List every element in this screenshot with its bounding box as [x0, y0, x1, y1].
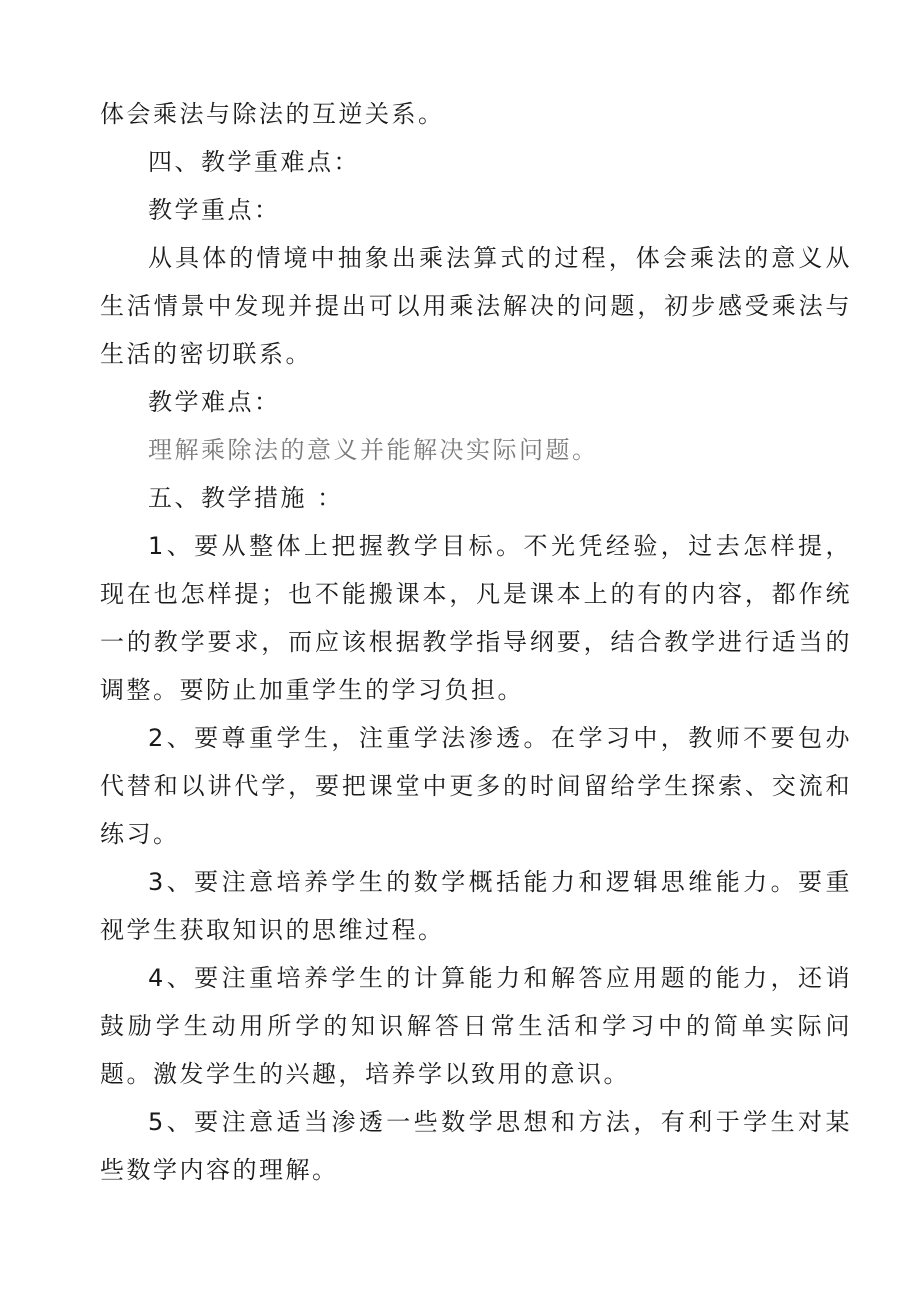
paragraph-intro: 体会乘法与除法的互逆关系。	[100, 100, 445, 128]
measure-item-3: 3、要注意培养学生的数学概括能力和逻辑思维能力。要重视学生获取知识的思维过程。	[100, 868, 852, 944]
paragraph-difficult-points: 理解乘除法的意义并能解决实际问题。	[148, 436, 599, 464]
measure-item-2: 2、要尊重学生，注重学法渗透。在学习中，教师不要包办代替和以讲代学，要把课堂中更多的时间留给学生探索、交流和练习。	[100, 724, 852, 848]
subheading-key-points: 教学重点：	[148, 196, 281, 224]
measure-item-5: 5、要注意适当渗透一些数学思想和方法，有利于学生对某些数学内容的理解。	[100, 1108, 852, 1184]
measure-item-4: 4、要注重培养学生的计算能力和解答应用题的能力，还诮鼓励学生动用所学的知识解答日常生活和学习中的简单实际问题。激发学生的兴趣，培养学以致用的意识。	[100, 964, 852, 1088]
paragraph-key-points: 从具体的情境中抽象出乘法算式的过程，体会乘法的意义从生活情景中发现并提出可以用乘法解决的问题，初步感受乘法与生活的密切联系。	[100, 244, 852, 368]
section-heading-difficulties: 四、教学重难点：	[148, 148, 360, 176]
section-heading-measures: 五、教学措施 ：	[148, 484, 344, 512]
document-body	[100, 90, 852, 1194]
measure-item-1: 1、要从整体上把握教学目标。不光凭经验，过去怎样提，现在也怎样提；也不能搬课本，凡是课本上的有的内容，都作统一的教学要求，而应该根据教学指导纲要，结合教学进行适当的调整。要防止加重学生的学习负担。	[100, 532, 852, 704]
subheading-difficult-points: 教学难点：	[148, 388, 281, 416]
